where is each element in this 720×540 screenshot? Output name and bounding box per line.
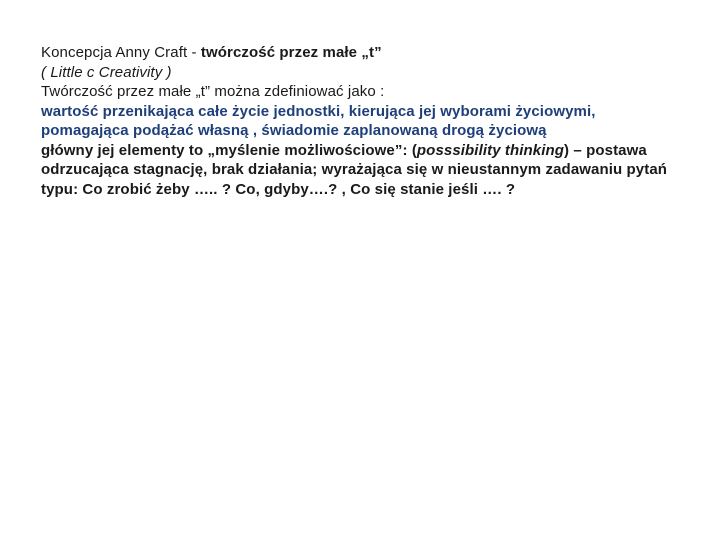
elements-line-1 [41, 141, 711, 161]
definition-line-2: pomagająca podążać własną , świadomie zaplanowaną drogą życiową [41, 122, 547, 139]
title-emphasis: twórczość przez małe „t” [200, 44, 382, 61]
elements-line-1-start: główny jej elementy to „myślenie możliwościowe”: ( [41, 141, 417, 159]
title-line [41, 43, 711, 63]
definition-line-1: wartość przenikająca całe życie jednostki, kierująca jej wyborami życiowymi, [41, 102, 596, 120]
elements-line-1-end: ) – postawa [564, 141, 647, 159]
elements-line-3: typu: Co zrobić żeby ….. ? Co, gdyby….? , Co się stanie jeśli …. ? [41, 180, 516, 198]
subtitle-line: ( Little c Creativity ) [41, 63, 172, 81]
definition-intro: Twórczość przez małe „t” można zdefiniować jako : [41, 83, 385, 100]
slide-text-block [41, 43, 711, 199]
title-prefix: Koncepcja Anny Craft - [41, 44, 201, 61]
elements-line-2: odrzucająca stagnację, brak działania; wyrażająca się w nieustannym zadawaniu pytań [41, 161, 668, 178]
possibility-thinking-term: posssibility thinking [416, 141, 565, 159]
